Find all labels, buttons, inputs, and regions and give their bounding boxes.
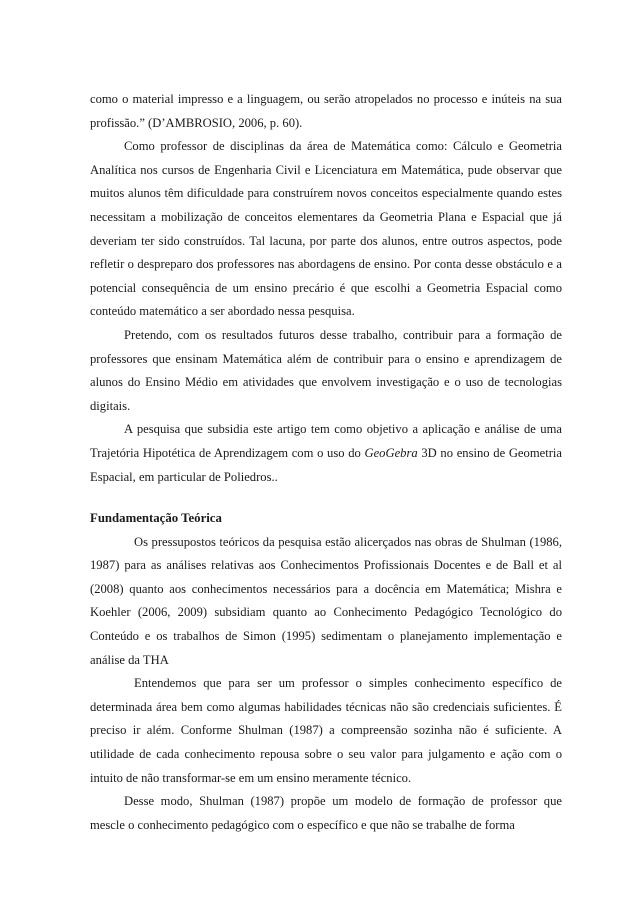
section-heading: Fundamentação Teórica	[90, 511, 222, 526]
paragraph-theory: Os pressupostos teóricos da pesquisa estão alicerçados nas obras de Shulman (1986, 1987) para as análises relativas aos Conhecimentos Profissionais Docentes e de Ball et al (2008) quanto aos conhecimentos necessários para a docência em Matemática; Mishra e Koehler (2006, 2009) subsidiam quanto ao Conhecimento Pedagógico Tecnológico do Conteúdo e os trabalhos de Simon (1995) sedimentam o planejamento implementação e análise da THA	[90, 534, 562, 667]
geogebra-term: GeoGebra	[364, 445, 418, 460]
paragraph-objective	[90, 418, 562, 489]
paragraph-goal: Pretendo, com os resultados futuros desse trabalho, contribuir para a formação de professores que ensinam Matemática além de contribuir para o ensino e aprendizagem de alunos do Ensino Médio em atividades que envolvem investigação e o uso de tecnologias digitais.	[90, 327, 562, 413]
paragraph-quote-end: como o material impresso e a linguagem, ou serão atropelados no processo e inúteis na sua profissão.” (D’AMBROSIO, 2006, p. 60).	[90, 92, 562, 130]
objective-text-end: 3D no ensino de Geometria Espacial, em particular de Poliedros..	[90, 445, 562, 484]
paragraph-motivation: Como professor de disciplinas da área de Matemática como: Cálculo e Geometria Analítica nos cursos de Engenharia Civil e Licenciatura em Matemática, pude observar que muitos alunos têm dificuldade para construírem novos conceitos especialmente quando estes necessitam a mobilização de conceitos elementares da Geometria Plana e Espacial que já deveriam ter sido construídos. Tal lacuna, por parte dos alunos, entre outros aspectos, pode refletir o despreparo dos professores nas abordagens de ensino. Por conta desse obstáculo e a potencial consequência de um ensino precário é que escolhi a Geometria Espacial como conteúdo matemático a ser abordado nessa pesquisa.	[90, 139, 562, 319]
paragraph-shulman-model: Desse modo, Shulman (1987) propõe um modelo de formação de professor que mescle o conhecimento pedagógico com o específico e que não se trabalhe de forma	[90, 794, 562, 832]
page-content	[90, 88, 562, 837]
paragraph-teacher-knowledge: Entendemos que para ser um professor o simples conhecimento específico de determinada área bem como algumas habilidades técnicas não são credenciais suficientes. É preciso ir além. Conforme Shulman (1987) a compreensão sozinha não é suficiente. A utilidade de cada conhecimento repousa sobre o seu valor para julgamento e ação com o intuito de não transformar-se em um ensino meramente técnico.	[90, 676, 562, 785]
objective-text-start: A pesquisa que subsidia este artigo tem como objetivo a aplicação e análise de uma Trajetória Hipotética de Aprendizagem com o uso do	[90, 422, 562, 460]
